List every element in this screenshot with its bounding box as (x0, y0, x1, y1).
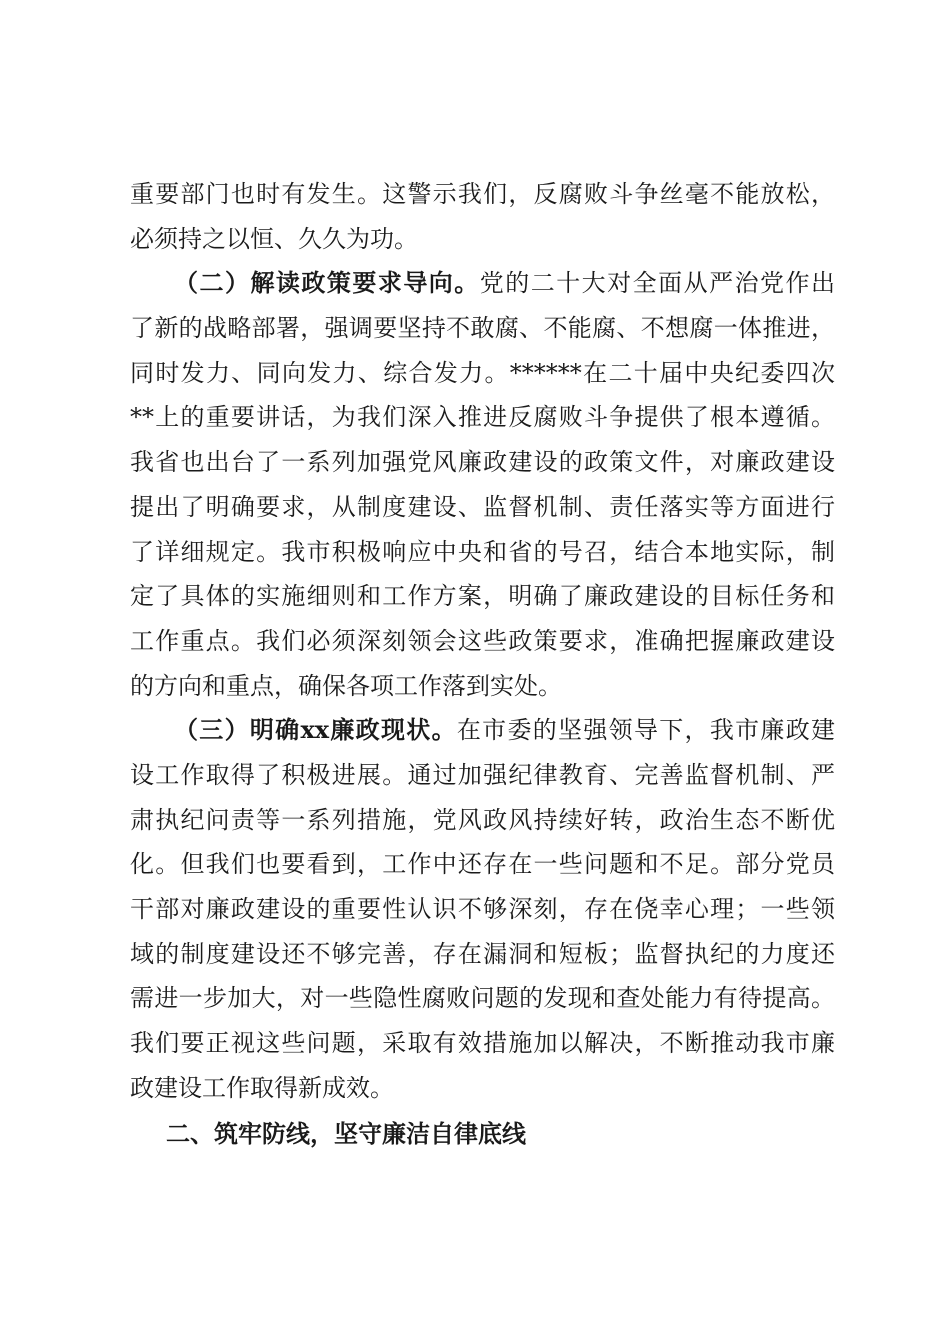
text-line: 肃执纪问责等一系列措施，党风政风持续好转，政治生态不断优 (130, 805, 835, 834)
text-line (130, 265, 835, 310)
document-page (130, 176, 835, 1162)
paragraph-heading: （二）解读政策要求导向。 (174, 268, 480, 298)
text-line: 同时发力、同向发力、综合发力。******在二十届中央纪委四次 (130, 358, 835, 387)
text-line: 我省也出台了一系列加强党风廉政建设的政策文件，对廉政建设 (130, 448, 835, 477)
text-line: 了详细规定。我市积极响应中央和省的号召，结合本地实际，制 (130, 537, 835, 566)
text-line: 需进一步加大，对一些隐性腐败问题的发现和查处能力有待提高。 (130, 984, 835, 1013)
paragraph-policy-requirements (130, 265, 835, 712)
text-line: 干部对廉政建设的重要性认识不够深刻，存在侥幸心理；一些领 (130, 895, 835, 923)
text-line: 了新的战略部署，强调要坚持不敢腐、不能腐、不想腐一体推进， (130, 314, 835, 343)
text-line: 工作重点。我们必须深刻领会这些政策要求，准确把握廉政建设 (130, 626, 835, 655)
text-run: 在市委的坚强领导下，我市廉政建 (456, 716, 836, 745)
text-line: **上的重要讲话，为我们深入推进反腐败斗争提供了根本遵循。 (130, 403, 835, 432)
paragraph-continuation (130, 176, 835, 265)
text-line (130, 712, 835, 757)
paragraph-heading: （三）明确xx廉政现状。 (174, 715, 457, 745)
text-line: 设工作取得了积极进展。通过加强纪律教育、完善监督机制、严 (130, 760, 835, 789)
text-run: 党的二十大对全面从严治党作出 (479, 269, 836, 298)
text-line: 域的制度建设还不够完善，存在漏洞和短板；监督执纪的力度还 (130, 939, 835, 968)
text-line: 政建设工作取得新成效。 (130, 1073, 394, 1102)
section-heading: 二、筑牢防线，坚守廉洁自律底线 (166, 1119, 526, 1149)
text-line: 我们要正视这些问题，采取有效措施加以解决，不断推动我市廉 (130, 1029, 835, 1058)
text-line: 重要部门也时有发生。这警示我们，反腐败斗争丝毫不能放松， (130, 180, 835, 208)
paragraph-integrity-status (130, 712, 835, 1114)
text-line: 的方向和重点，确保各项工作落到实处。 (130, 671, 562, 700)
text-line: 化。但我们也要看到，工作中还存在一些问题和不足。部分党员 (130, 850, 835, 879)
text-line: 必须持之以恒、久久为功。 (130, 224, 418, 253)
text-line: 提出了明确要求，从制度建设、监督机制、责任落实等方面进行 (130, 492, 835, 521)
text-line: 定了具体的实施细则和工作方案，明确了廉政建设的目标任务和 (130, 582, 835, 611)
